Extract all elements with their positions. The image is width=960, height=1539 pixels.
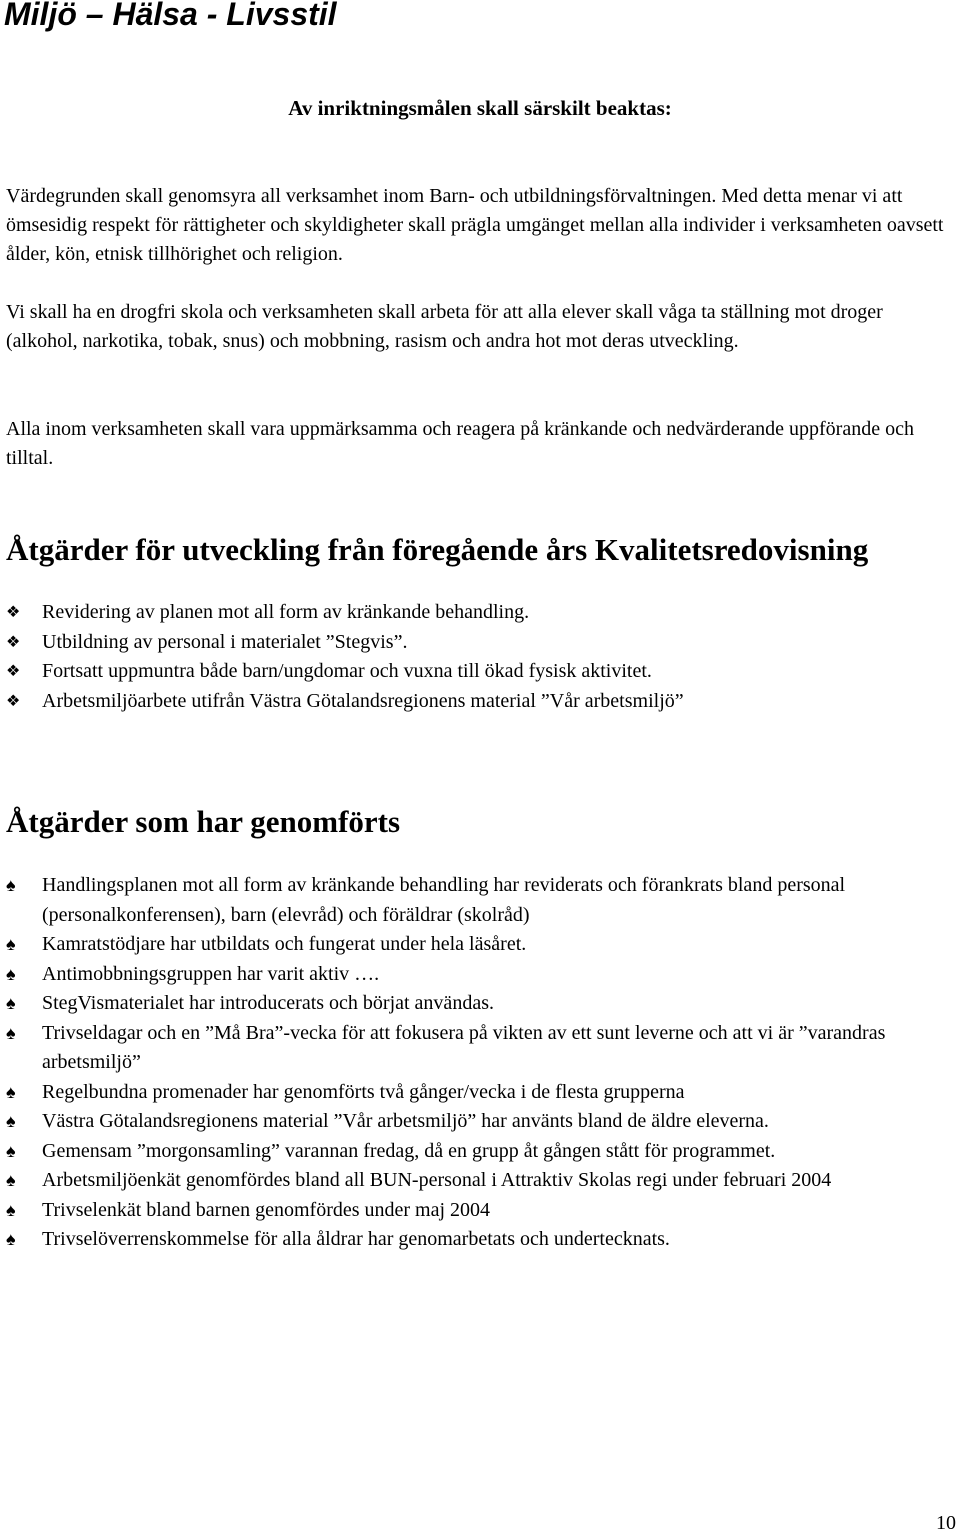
section-heading-development: Åtgärder för utveckling från föregående års Kvalitetsredovisning <box>6 532 869 567</box>
list-item: ♠ Västra Götalandsregionens material ”Vår arbetsmiljö” har använts bland de äldre eleverna. <box>6 1107 956 1137</box>
spade-bullet-icon: ♠ <box>6 875 16 895</box>
implemented-list <box>6 871 956 1255</box>
section-heading-implemented: Åtgärder som har genomförts <box>6 804 401 839</box>
list-item: ♠ Trivselenkät bland barnen genomfördes under maj 2004 <box>6 1196 956 1226</box>
spade-bullet-icon: ♠ <box>6 993 16 1013</box>
spade-bullet-icon: ♠ <box>6 1081 16 1102</box>
paragraph-values: Värdegrunden skall genomsyra all verksamhet inom Barn- och utbildningsförvaltningen. Med detta menar vi att ömsesidig respekt för rättigheter och skyldigheter skall prägla umgänget mellan alla individer i verksamheten oavsett ålder, kön, etnisk tillhörighet och religion. <box>6 185 944 265</box>
spade-bullet-icon: ♠ <box>6 1229 16 1249</box>
list-item: ♠ Antimobbningsgruppen har varit aktiv …. <box>6 960 956 990</box>
list-item: ♠ Gemensam ”morgonsamling” varannan fredag, då en grupp åt gången stått för programmet. <box>6 1137 956 1167</box>
list-item: ♠ Trivselöverrenskommelse för alla åldrar har genomarbetats och undertecknats. <box>6 1225 956 1255</box>
spade-bullet-icon: ♠ <box>6 1199 16 1220</box>
list-item: ❖ Fortsatt uppmuntra både barn/ungdomar och vuxna till ökad fysisk aktivitet. <box>6 657 956 687</box>
list-item: ❖ Utbildning av personal i materialet ”Stegvis”. <box>6 628 956 658</box>
spade-bullet-icon: ♠ <box>6 1140 16 1161</box>
four-diamond-bullet-icon: ❖ <box>6 692 21 710</box>
spade-bullet-icon: ♠ <box>6 1170 16 1190</box>
spade-bullet-icon: ♠ <box>6 1022 16 1043</box>
list-item: ❖ Revidering av planen mot all form av kränkande behandling. <box>6 598 956 628</box>
list-item: ♠ Trivseldagar och en ”Må Bra”-vecka för att fokusera på vikten av ett sunt leverne och att vi är ”varandras arbetsmiljö” <box>6 1019 956 1078</box>
spade-bullet-icon: ♠ <box>6 963 16 984</box>
paragraph-drug-free: Vi skall ha en drogfri skola och verksamheten skall arbeta för att alla elever skall våga ta ställning mot droger (alkohol, narkotika, tobak, snus) och mobbning, rasism och andra hot mot deras utveckling. <box>6 301 883 352</box>
page-title: Miljö – Hälsa - Livsstil <box>4 0 337 32</box>
list-item: ♠ Regelbundna promenader har genomförts två gånger/vecka i de flesta grupperna <box>6 1078 956 1108</box>
development-list <box>6 598 956 716</box>
spade-bullet-icon: ♠ <box>6 1111 16 1131</box>
list-item: ♠ Kamratstödjare har utbildats och fungerat under hela läsåret. <box>6 930 956 960</box>
paragraph-awareness: Alla inom verksamheten skall vara uppmärksamma och reagera på kränkande och nedvärderande uppförande och tilltal. <box>6 418 914 469</box>
list-item: ♠ Arbetsmiljöenkät genomfördes bland all BUN-personal i Attraktiv Skolas regi under februari 2004 <box>6 1166 956 1196</box>
subheading: Av inriktningsmålen skall särskilt beaktas: <box>288 96 672 120</box>
list-item: ❖ Arbetsmiljöarbete utifrån Västra Götalandsregionens material ”Vår arbetsmiljö” <box>6 687 956 717</box>
four-diamond-bullet-icon: ❖ <box>6 633 21 651</box>
list-item: ♠ Handlingsplanen mot all form av kränkande behandling har reviderats och förankrats bland personal (personalkonferensen), barn (elevråd) och föräldrar (skolråd) <box>6 871 956 930</box>
list-item: ♠ StegVismaterialet har introducerats och börjat användas. <box>6 989 956 1019</box>
spade-bullet-icon: ♠ <box>6 934 16 954</box>
four-diamond-bullet-icon: ❖ <box>6 604 21 621</box>
page-number: 10 <box>936 1512 956 1534</box>
four-diamond-bullet-icon: ❖ <box>6 663 21 680</box>
